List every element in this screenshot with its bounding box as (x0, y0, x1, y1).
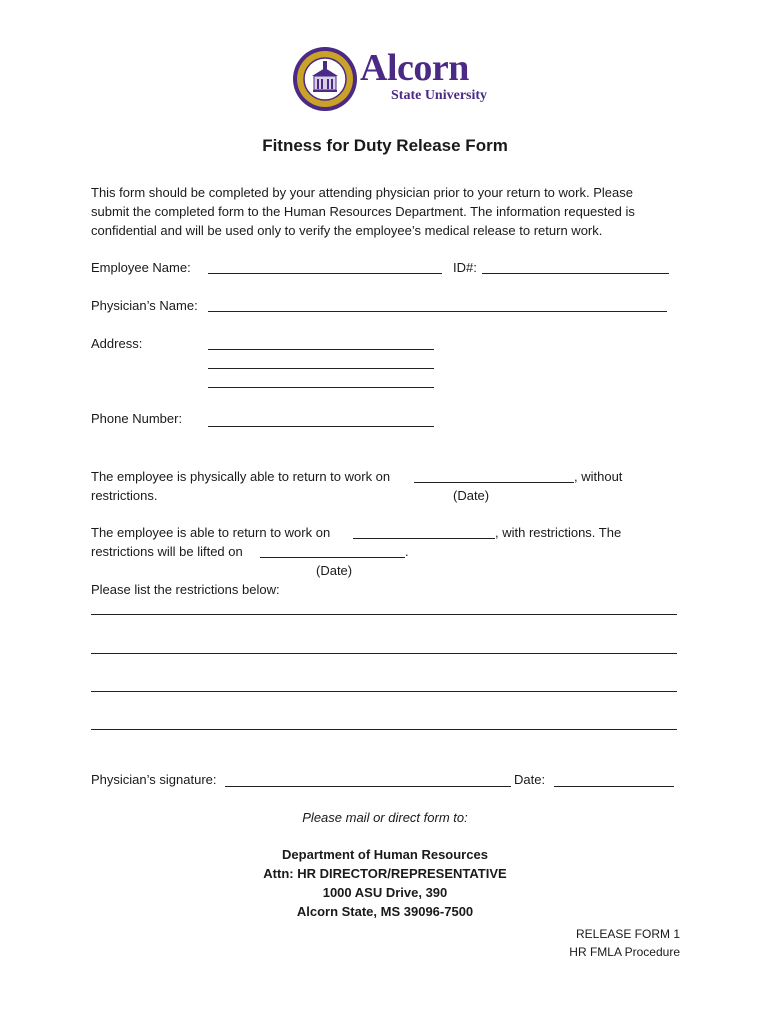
form-title: Fitness for Duty Release Form (262, 136, 508, 155)
employee-name-field[interactable] (208, 273, 442, 274)
restrictions-lifted-date-field[interactable] (260, 557, 405, 558)
no-restrictions-statement-end: , without (574, 469, 623, 484)
physician-name-field[interactable] (208, 311, 667, 312)
physician-signature-field[interactable] (225, 786, 511, 787)
restrictions-field-line-4[interactable] (91, 729, 677, 730)
id-field[interactable] (482, 273, 669, 274)
with-restrictions-statement: The employee is able to return to work on (91, 525, 331, 540)
phone-label: Phone Number: (91, 411, 183, 426)
brand-subtitle: State University (391, 88, 488, 103)
intro-paragraph (91, 183, 691, 240)
intro-line: This form should be completed by your attending physician prior to your return to work. Please (91, 185, 633, 200)
intro-line: confidential and will be used only to verify the employee’s medical release to return work. (91, 223, 603, 238)
restrictions-field-line-3[interactable] (91, 691, 677, 692)
procedure-name: HR FMLA Procedure (569, 945, 680, 959)
brand-name: Alcorn (360, 47, 469, 89)
mailing-street: 1000 ASU Drive, 390 (322, 885, 448, 900)
with-restrictions-statement-end: , with restrictions. The (495, 525, 622, 540)
date-caption: (Date) (453, 488, 490, 503)
mailing-prompt: Please mail or direct form to: (302, 810, 468, 825)
address-field-line-3[interactable] (208, 387, 434, 388)
return-date-field[interactable] (414, 482, 574, 483)
address-label: Address: (91, 336, 143, 351)
restrictions-list-prompt: Please list the restrictions below: (91, 582, 280, 597)
restrictions-lifted-statement: restrictions will be lifted on (91, 544, 243, 559)
address-field-line-2[interactable] (208, 368, 434, 369)
no-restrictions-statement: The employee is physically able to return to work on (91, 469, 391, 484)
address-field-line-1[interactable] (208, 349, 434, 350)
university-logo (292, 46, 488, 114)
restricted-return-date-field[interactable] (353, 538, 495, 539)
no-restrictions-statement-continued: restrictions. (91, 488, 158, 503)
signature-date-field[interactable] (554, 786, 674, 787)
restrictions-field-line-2[interactable] (91, 653, 677, 654)
id-label: ID#: (453, 260, 477, 275)
intro-line: submit the completed form to the Human Resources Department. The information requested is (91, 204, 635, 219)
physician-signature-label: Physician’s signature: (91, 772, 217, 787)
date-caption: (Date) (316, 563, 353, 578)
physician-name-label: Physician’s Name: (91, 298, 198, 313)
phone-field[interactable] (208, 426, 434, 427)
mailing-department: Department of Human Resources (282, 847, 488, 862)
employee-name-label: Employee Name: (91, 260, 191, 275)
mailing-attention: Attn: HR DIRECTOR/REPRESENTATIVE (263, 866, 507, 881)
university-seal-icon (292, 46, 358, 112)
restrictions-lifted-period: . (405, 544, 409, 559)
signature-date-label: Date: (514, 772, 546, 787)
mailing-city: Alcorn State, MS 39096-7500 (296, 904, 474, 919)
form-id: RELEASE FORM 1 (575, 927, 680, 941)
restrictions-field-line-1[interactable] (91, 614, 677, 615)
